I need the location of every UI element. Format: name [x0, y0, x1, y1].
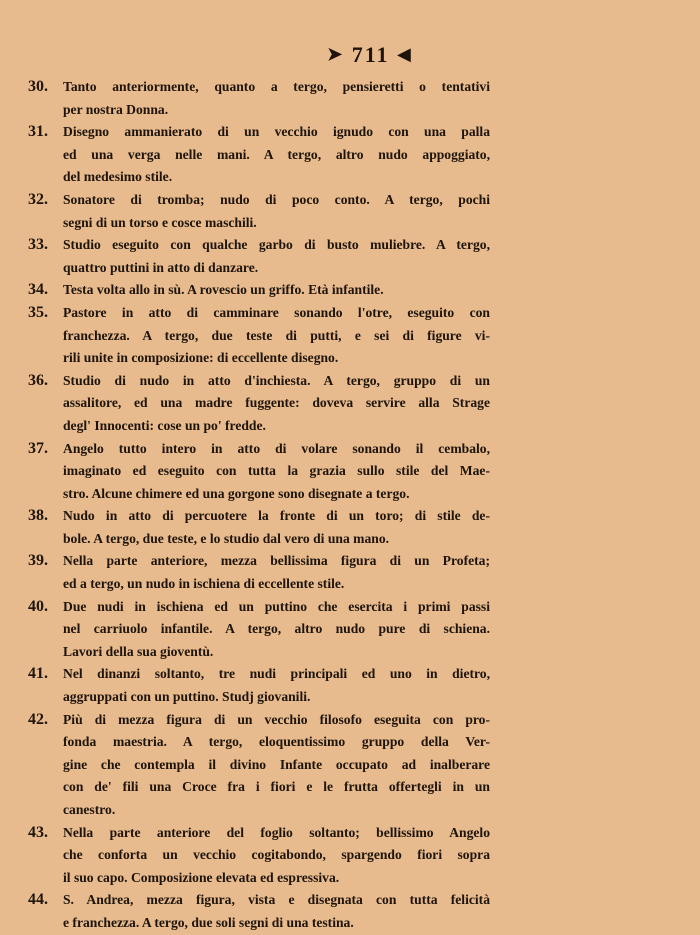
entry-number: 43. [28, 823, 48, 841]
catalogue-entry [28, 121, 490, 189]
entry-text-line: nel carriuolo infantile. A tergo, altro nudo pure di schiena. [63, 621, 490, 637]
entry-number: 39. [28, 552, 48, 570]
catalogue-entry [28, 889, 490, 934]
catalogue-entry [28, 596, 490, 664]
page-number: 711 [351, 42, 390, 67]
page-header [0, 42, 700, 68]
entry-number: 34. [28, 281, 48, 299]
entry-text-line: per nostra Donna. [63, 101, 169, 117]
catalogue-entry [28, 550, 490, 595]
entry-text-line: ed una verga nelle mani. A tergo, altro nudo appoggiato, [63, 146, 490, 162]
catalogue-entry [28, 663, 490, 708]
entry-text-line: del medesimo stile. [63, 169, 173, 185]
entry-number: 44. [28, 891, 48, 909]
entry-text-line: assalitore, ed una madre fuggente: doveva servire alla Strage [63, 395, 490, 411]
entry-text-line: fonda maestria. A tergo, eloquentissimo gruppo della Ver- [63, 734, 490, 750]
left-ornament-icon: ➤ [327, 44, 345, 64]
catalogue-entry [28, 370, 490, 438]
catalogue-entry [28, 438, 490, 506]
entry-text-line: con de' fili una Croce fra i fiori e le frutta offertegli in un [63, 779, 490, 795]
catalogue-entry [28, 709, 490, 822]
entry-text-line: Disegno ammanierato di un vecchio ignudo con una palla [63, 124, 490, 140]
entry-text-line: Nel dinanzi soltanto, tre nudi principali ed uno in dietro, [63, 666, 490, 682]
entry-text-line: S. Andrea, mezza figura, vista e disegnata con tutta felicità [63, 892, 490, 908]
entry-text-line: degl' Innocenti: cose un po' fredde. [63, 417, 266, 433]
entry-text-line: Nudo in atto di percuotere la fronte di un toro; di stile de- [63, 508, 490, 524]
entry-number: 42. [28, 710, 48, 728]
entry-text-line: Nella parte anteriore, mezza bellissima figura di un Profeta; [63, 553, 490, 569]
entry-text-line: franchezza. A tergo, due teste di putti, e sei di figure vi- [63, 327, 490, 343]
entry-text-line: Studio eseguito con qualche garbo di busto muliebre. A tergo, [63, 237, 490, 253]
entry-number: 41. [28, 665, 48, 683]
catalogue-entry [28, 189, 490, 234]
entry-text-line: Testa volta allo in sù. A rovescio un griffo. Età infantile. [63, 282, 384, 298]
catalogue-entry [28, 302, 490, 370]
entry-text-line: che conforta un vecchio cogitabondo, spargendo fiori sopra [63, 847, 490, 863]
entry-text-line: e franchezza. A tergo, due soli segni di una testina. [63, 914, 354, 930]
catalogue-entry [28, 822, 490, 890]
entry-number: 32. [28, 190, 48, 208]
entry-number: 40. [28, 597, 48, 615]
entry-text-line: Più di mezza figura di un vecchio filosofo eseguita con pro- [63, 711, 490, 727]
catalogue-entry [28, 279, 490, 302]
entry-text-line: imaginato ed eseguito con tutta la grazia sullo stile del Mae- [63, 463, 490, 479]
entry-text-line: Angelo tutto intero in atto di volare sonando il cembalo, [63, 440, 490, 456]
entry-text-line: Sonatore di tromba; nudo di poco conto. A tergo, pochi [63, 191, 490, 207]
entry-text-line: rili unite in composizione: di eccellente disegno. [63, 350, 339, 366]
entry-number: 33. [28, 236, 48, 254]
entry-number: 31. [28, 123, 48, 141]
catalogue-entries [28, 76, 490, 935]
entry-text-line: aggruppati con un puttino. Studj giovanili. [63, 689, 311, 705]
right-ornament-icon: ◀ [397, 44, 413, 64]
entry-text-line: segni di un torso e cosce maschili. [63, 214, 257, 230]
entry-text-line: Due nudi in ischiena ed un puttino che esercita i primi passi [63, 598, 490, 614]
entry-number: 35. [28, 303, 48, 321]
entry-number: 38. [28, 507, 48, 525]
entry-text-line: Tanto anteriormente, quanto a tergo, pensieretti o tentativi [63, 79, 490, 94]
catalogue-entry [28, 234, 490, 279]
catalogue-entry [28, 505, 490, 550]
entry-number: 36. [28, 371, 48, 389]
entry-text-line: Lavori della sua gioventù. [63, 643, 214, 659]
entry-text-line: Studio di nudo in atto d'inchiesta. A tergo, gruppo di un [63, 372, 490, 388]
entry-text-line: quattro puttini in atto di danzare. [63, 259, 259, 275]
entry-text-line: canestro. [63, 802, 116, 817]
entry-text-line: stro. Alcune chimere ed una gorgone sono disegnate a tergo. [63, 485, 410, 501]
entry-text-line: Pastore in atto di camminare sonando l'otre, eseguito con [63, 304, 490, 320]
catalogue-entry [28, 76, 490, 121]
entry-text-line: bole. A tergo, due teste, e lo studio dal vero di una mano. [63, 530, 390, 546]
entry-number: 37. [28, 439, 48, 457]
entry-text-line: il suo capo. Composizione elevata ed espressiva. [63, 869, 340, 885]
entry-text-line: gine che contempla il divino Infante occupato ad inalberare [63, 756, 490, 772]
entry-number: 30. [28, 78, 48, 95]
entry-text-line: Nella parte anteriore del foglio soltanto; bellissimo Angelo [63, 824, 490, 840]
entry-text-line: ed a tergo, un nudo in ischiena di eccellente stile. [63, 576, 345, 592]
